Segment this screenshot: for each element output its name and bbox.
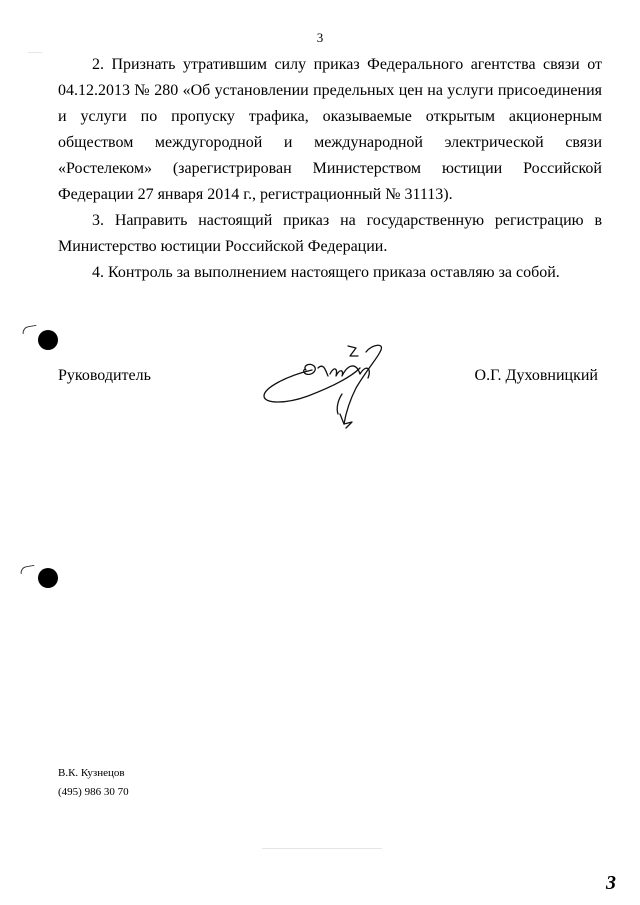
contact-block (58, 764, 129, 802)
scan-artifact (262, 848, 382, 849)
scan-artifact (28, 52, 42, 53)
paragraph-4: 4. Контроль за выполнением настоящего приказа оставляю за собой. (92, 264, 560, 281)
scan-mark (22, 325, 38, 334)
sheet-number: 3 (606, 872, 616, 894)
contact-phone: (495) 986 30 70 (58, 786, 129, 798)
handwritten-signature (256, 338, 406, 438)
punch-hole (38, 330, 58, 350)
document-body (58, 52, 602, 286)
signer-title: Руководитель (58, 367, 151, 384)
contact-name: В.К. Кузнецов (58, 767, 125, 779)
paragraph-2: 2. Признать утратившим силу приказ Федерального агентства связи от 04.12.2013 № 280 «Об установлении предельных цен на услуги присоединения и услуги по пропуску трафика, оказываемые открытым акционерным обществом междугородной и международной электрической связи «Ростелеком» (зарегистрирован Министерством юстиции Российской Федерации 27 января 2014 г., регистрационный № 31113). (58, 56, 602, 203)
signer-name: О.Г. Духовницкий (474, 367, 598, 384)
paragraph-3: 3. Направить настоящий приказ на государственную регистрацию в Министерство юстиции Российской Федерации. (58, 212, 602, 255)
punch-hole (38, 568, 58, 588)
scan-mark (20, 565, 36, 574)
page-number: 3 (316, 30, 324, 45)
